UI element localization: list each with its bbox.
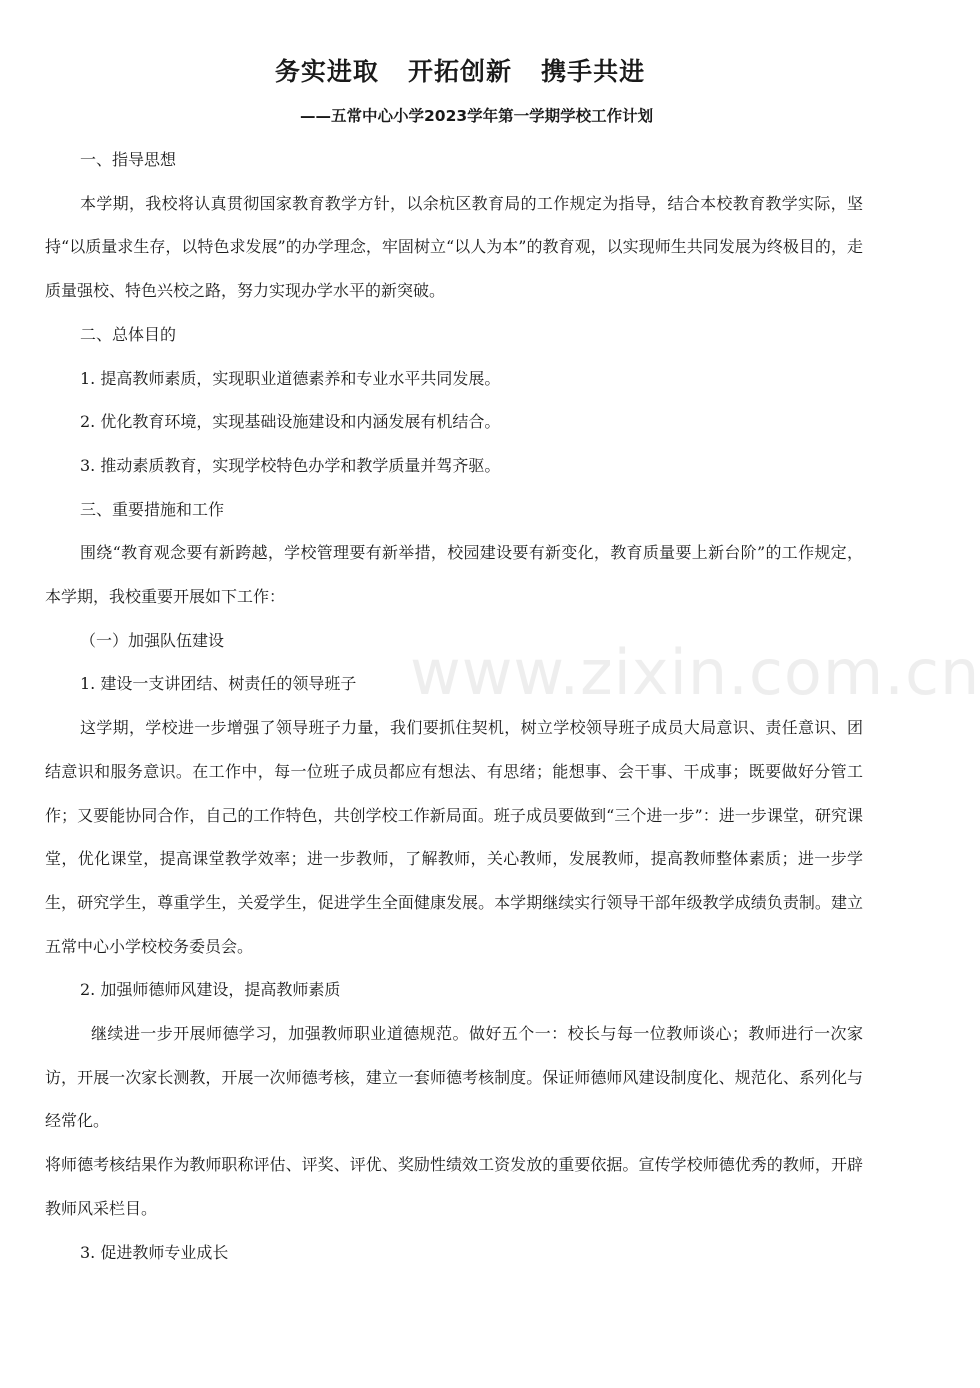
paragraph-teacher-ethics: 继续进一步开展师德学习，加强教师职业道德规范。做好五个一：校长与每一位教师谈心；教师进行一次家访，开展一次家长测教，开展一次师德考核，建立一套师德考核制度。保证师德师风建设制度化、规范化、系列化与经常化。 [45,1024,863,1131]
paragraph-ethics-assessment: 将师德考核结果作为教师职称评估、评奖、评优、奖励性绩效工资发放的重要依据。宣传学校师德优秀的教师，开辟教师风采栏目。 [45,1155,863,1218]
goal-item-3: 3. 推动素质教育，实现学校特色办学和教学质量并驾齐驱。 [80,455,501,475]
paragraph-guiding-ideology: 本学期，我校将认真贯彻国家教育教学方针，以余杭区教育局的工作规定为指导，结合本校教育教学实际，坚持“以质量求生存，以特色求发展”的办学理念，牢固树立“以人为本”的教育观，以实现师生共同发展为终极目的，走质量强校、特色兴校之路，努力实现办学水平的新突破。 [45,193,863,301]
measure-item-2-heading: 2. 加强师德师风建设，提高教师素质 [80,980,341,1000]
section-heading-overall-goals: 二、总体目的 [80,324,177,344]
measure-item-3-heading: 3. 促进教师专业成长 [80,1242,229,1262]
measure-item-1-heading: 1. 建设一支讲团结、树责任的领导班子 [80,674,357,694]
subsection-heading-team-building: （一）加强队伍建设 [80,630,225,650]
section-heading-main-measures: 三、重要措施和工作 [80,499,225,519]
document-title: 务实进取 开拓创新 携手共进 [274,57,646,86]
document-subtitle: ——五常中心小学2023学年第一学期学校工作计划 [300,107,654,125]
paragraph-leadership-team: 这学期，学校进一步增强了领导班子力量，我们要抓住契机，树立学校领导班子成员大局意识、责任意识、团结意识和服务意识。在工作中，每一位班子成员都应有想法、有思绪；能想事、会干事、干成事；既要做好分管工作；又要能协同合作，自己的工作特色，共创学校工作新局面。班子成员要做到“三个进一步”：进一步课堂，研究课堂，优化课堂，提高课堂教学效率；进一步教师，了解教师，关心教师，发展教师，提高教师整体素质；进一步学生，研究学生，尊重学生，关爱学生，促进学生全面健康发展。本学期继续实行领导干部年级教学成绩负责制。建立五常中心小学校校务委员会。 [45,718,863,956]
goal-item-1: 1. 提高教师素质，实现职业道德素养和专业水平共同发展。 [80,368,501,388]
goal-item-2: 2. 优化教育环境，实现基础设施建设和内涵发展有机结合。 [80,412,501,432]
watermark: www.zixin.com.cn [410,636,980,709]
document-body [45,138,863,1274]
section-heading-guiding-ideology: 一、指导思想 [80,150,177,169]
paragraph-main-measures-intro: 围绕“教育观念要有新跨越，学校管理要有新举措，校园建设要有新变化，教育质量要上新台阶”的工作规定，本学期，我校重要开展如下工作： [45,543,863,607]
